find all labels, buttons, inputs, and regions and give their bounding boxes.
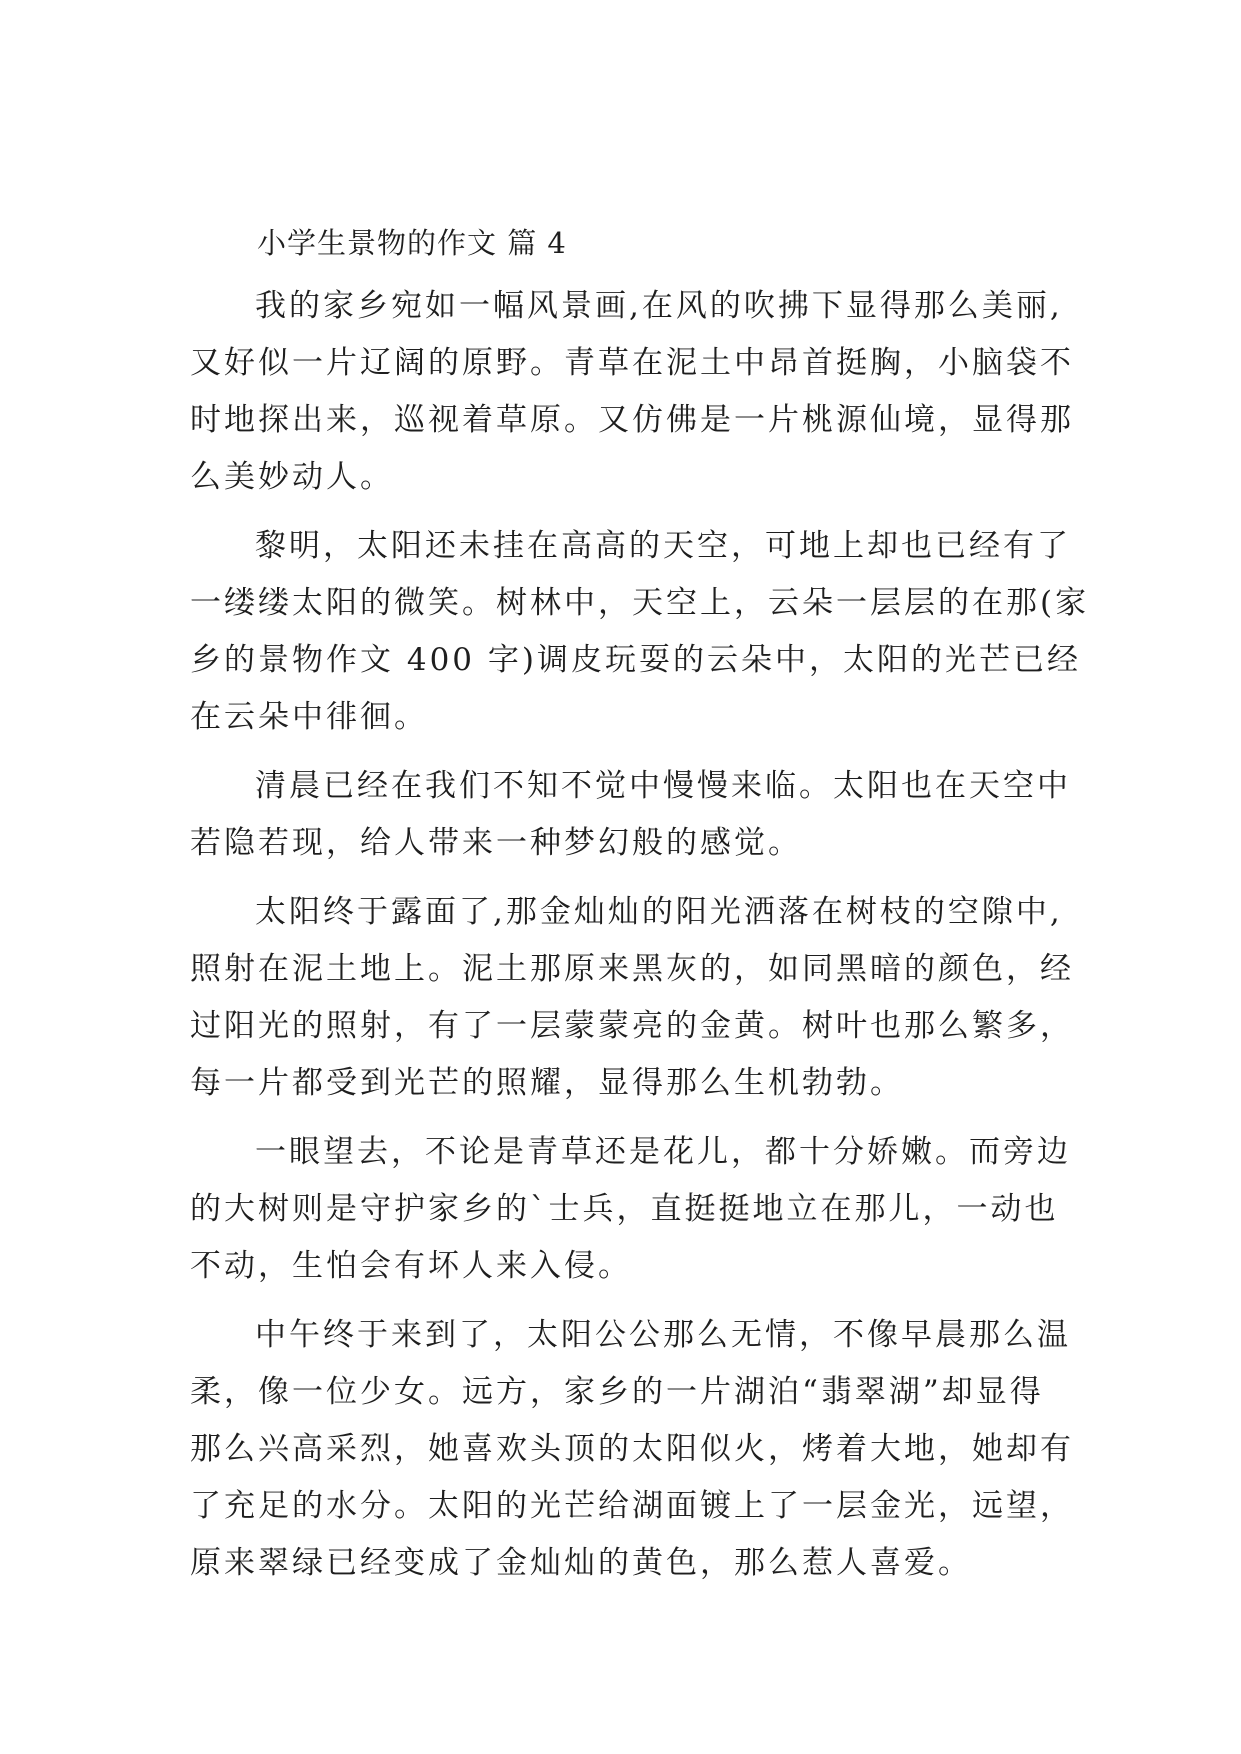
document-title: 小学生景物的作文 篇 4 xyxy=(257,226,567,260)
paragraph-line: 过阳光的照射，有了一层蒙蒙亮的金黄。树叶也那么繁多， xyxy=(190,1008,1074,1044)
paragraph-line: 清晨已经在我们不知不觉中慢慢来临。太阳也在天空中 xyxy=(255,768,1071,804)
paragraph-line: 了充足的水分。太阳的光芒给湖面镀上了一层金光，远望， xyxy=(190,1488,1074,1524)
document-body xyxy=(190,278,1090,1604)
paragraph-line: 太阳终于露面了,那金灿灿的阳光洒落在树枝的空隙中, xyxy=(255,894,1063,930)
paragraph-line: 那么兴高采烈，她喜欢头顶的太阳似火，烤着大地，她却有 xyxy=(190,1431,1074,1467)
paragraph-line: 原来翠绿已经变成了金灿灿的黄色，那么惹人喜爱。 xyxy=(190,1545,972,1581)
paragraph-line: 一眼望去，不论是青草还是花儿，都十分娇嫩。而旁边 xyxy=(255,1134,1071,1170)
paragraph-line: 么美妙动人。 xyxy=(190,459,394,495)
paragraph-1 xyxy=(190,278,1090,506)
paragraph-line: 时地探出来，巡视着草原。又仿佛是一片桃源仙境，显得那 xyxy=(190,402,1074,438)
paragraph-6 xyxy=(190,1307,1090,1592)
paragraph-line: 若隐若现，给人带来一种梦幻般的感觉。 xyxy=(190,825,802,861)
paragraph-line: 不动，生怕会有坏人来入侵。 xyxy=(190,1248,632,1284)
paragraph-line: 乡的景物作文 400 字)调皮玩耍的云朵中，太阳的光芒已经 xyxy=(190,642,1081,678)
paragraph-line: 一缕缕太阳的微笑。树林中，天空上，云朵一层层的在那(家 xyxy=(190,585,1090,621)
paragraph-2 xyxy=(190,518,1090,746)
paragraph-3 xyxy=(190,758,1090,872)
paragraph-line: 又好似一片辽阔的原野。青草在泥土中昂首挺胸，小脑袋不 xyxy=(190,345,1074,381)
paragraph-line: 中午终于来到了，太阳公公那么无情，不像早晨那么温 xyxy=(255,1317,1071,1353)
paragraph-line: 照射在泥土地上。泥土那原来黑灰的，如同黑暗的颜色，经 xyxy=(190,951,1074,987)
paragraph-line: 在云朵中徘徊。 xyxy=(190,699,428,735)
paragraph-line: 的大树则是守护家乡的`士兵，直挺挺地立在那儿，一动也 xyxy=(190,1191,1059,1227)
paragraph-4 xyxy=(190,884,1090,1112)
paragraph-5 xyxy=(190,1124,1090,1295)
paragraph-line: 每一片都受到光芒的照耀，显得那么生机勃勃。 xyxy=(190,1065,904,1101)
paragraph-line: 柔，像一位少女。远方，家乡的一片湖泊“翡翠湖”却显得 xyxy=(190,1374,1044,1410)
paragraph-line: 我的家乡宛如一幅风景画,在风的吹拂下显得那么美丽, xyxy=(255,288,1063,324)
paragraph-line: 黎明，太阳还未挂在高高的天空，可地上却也已经有了 xyxy=(255,528,1071,564)
